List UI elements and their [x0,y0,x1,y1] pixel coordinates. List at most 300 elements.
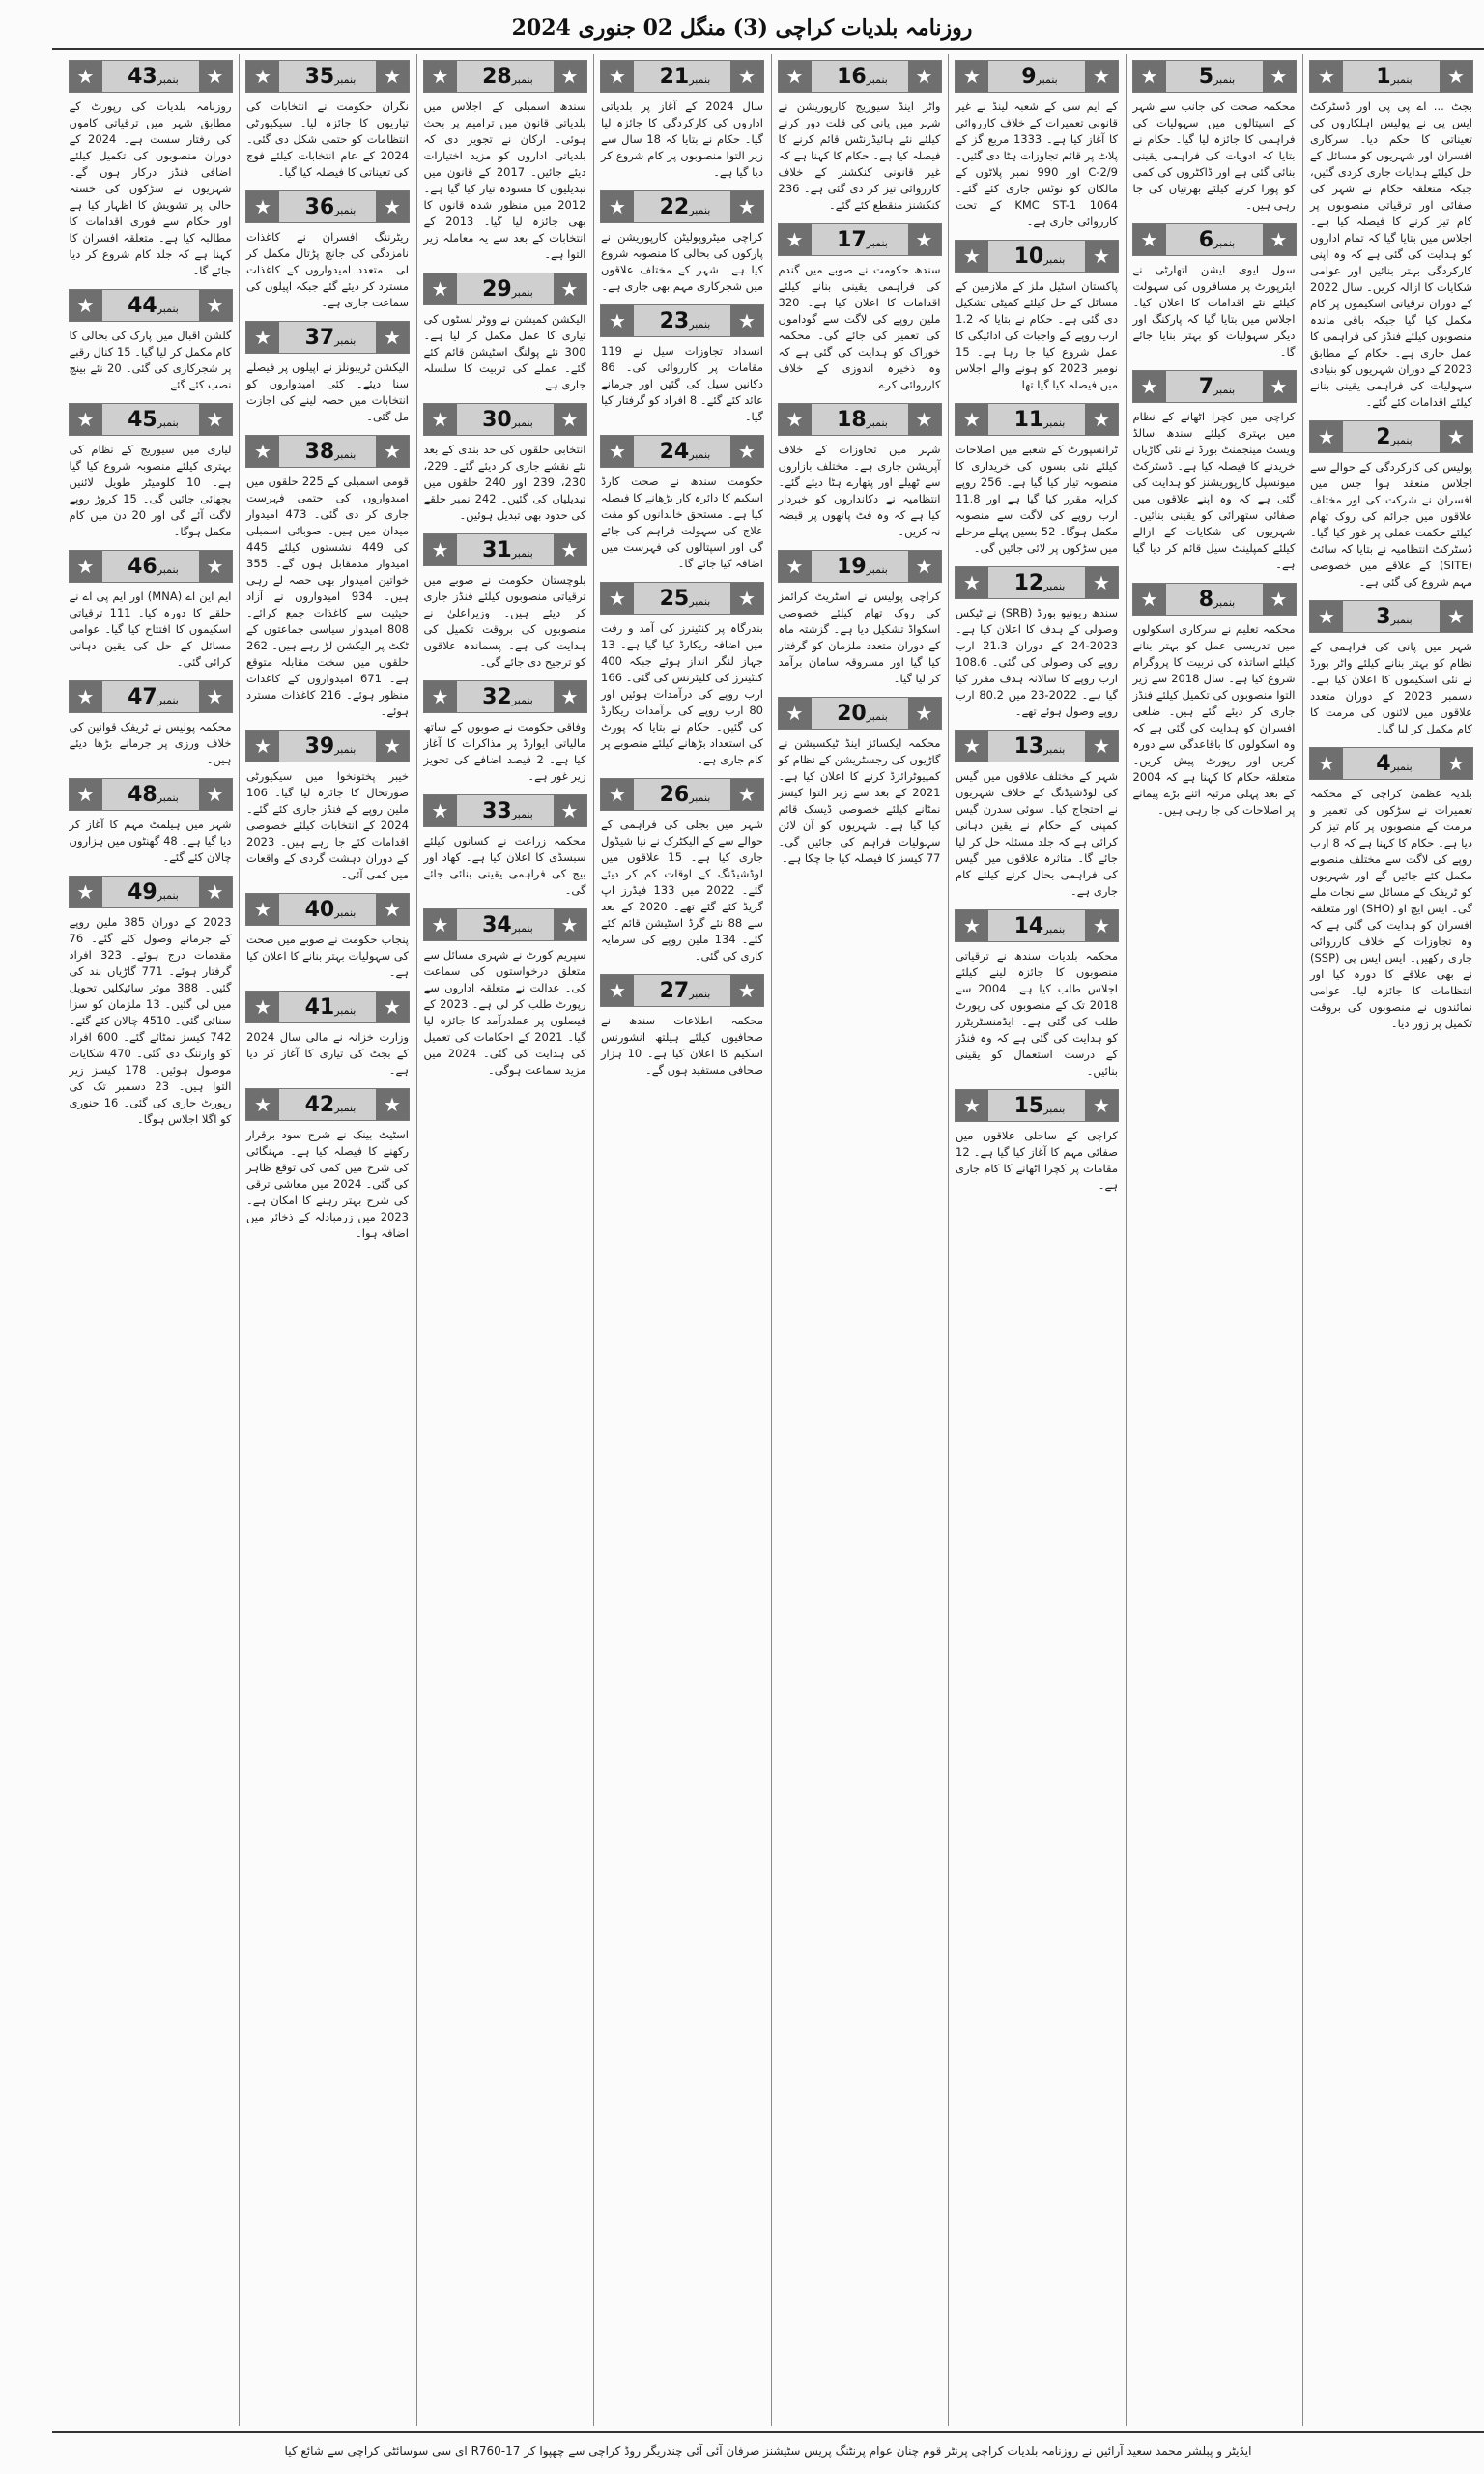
star-icon: ★ [424,404,457,435]
item-heading [69,876,233,908]
star-icon: ★ [70,681,102,712]
news-item [950,60,1124,230]
top-rule [52,48,1484,50]
heading-label [812,702,908,726]
star-icon: ★ [1085,61,1118,92]
item-heading [423,403,587,436]
star-icon: ★ [70,551,102,582]
star-icon: ★ [956,731,988,762]
heading-word: بنمبر [866,236,888,249]
star-icon: ★ [908,551,941,582]
news-item [1304,747,1478,1032]
heading-label [634,440,730,464]
item-heading [69,778,233,811]
star-icon: ★ [246,61,279,92]
heading-label [457,685,554,709]
star-icon: ★ [376,322,409,353]
news-item [418,60,592,263]
heading-word: بنمبر [157,791,179,804]
news-item [418,680,592,785]
item-number: 46 [128,554,157,579]
star-icon: ★ [1085,404,1118,435]
item-body: پاکستان اسٹیل ملز کے ملازمین کے مسائل کے حل کیلئے کمیٹی تشکیل دی گئی ہے۔ حکام نے بتایا کہ 1.2 ارب روپے کے واجبات کی ادائیگی کا عمل شروع کیا جا رہا ہے۔ 15 نومبر 2023 کو ہونے والے اجلاس میں فیصلہ کیا گیا تھا۔ [956,279,1118,391]
item-heading [600,190,764,223]
item-heading [778,697,942,730]
star-icon: ★ [956,1090,988,1121]
star-icon: ★ [730,436,763,467]
item-heading [69,289,233,322]
heading-word: بنمبر [1043,922,1066,935]
item-body: اسٹیٹ بینک نے شرح سود برقرار رکھنے کا فیصلہ کیا ہے۔ مہنگائی کی شرح میں کمی کی توقع ظاہر کی گئی۔ 2024 میں معاشی ترقی کی شرح بہتر رہنے کا امکان ہے۔ 2023 میں زرمبادلہ کے ذخائر میں اضافہ ہوا۔ [246,1128,409,1240]
news-item [773,403,947,540]
heading-label [279,440,376,464]
heading-label [102,65,199,89]
news-item [950,403,1124,557]
star-icon: ★ [199,877,232,907]
heading-label [812,408,908,432]
item-body: وزارت خزانہ نے مالی سال 2024 کے بجٹ کی تیاری کا آغاز کر دیا ہے۔ [246,1030,409,1077]
heading-word: بنمبر [1213,383,1236,396]
news-item [595,974,769,1079]
item-body: محکمہ ایکسائز اینڈ ٹیکسیشن نے گاڑیوں کی رجسٹریشن کے نظام کو کمپیوٹرائزڈ کرنے کا اعلان کیا ہے۔ 2021 کے بعد سے زیر التوا کیسز نمٹانے کیلئے خصوصی ڈیسک قائم کیا گیا ہے۔ شہریوں کو آن لائن سہولیات فراہم کی جائیں گی۔ 77 کیسز کا فیصلہ کیا جا چکا ہے۔ [778,736,941,865]
column-divider [1302,54,1303,2426]
star-icon: ★ [1085,1090,1118,1121]
item-heading [955,909,1119,942]
item-body: خیبر پختونخوا میں سیکیورٹی صورتحال کا جائزہ لیا گیا۔ 106 ملین روپے کے فنڈز جاری کئے گئے۔ 2024 کے انتخابات کیلئے خصوصی اقدامات کئے جا رہے ہیں۔ 2023 کے دوران دہشت گردی کے واقعات میں کمی آئی۔ [246,769,409,881]
item-heading [600,435,764,468]
news-item [950,730,1124,900]
item-number: 27 [659,978,690,1003]
news-item [1127,223,1301,360]
star-icon: ★ [199,551,232,582]
item-number: 48 [128,782,157,807]
star-icon: ★ [1085,731,1118,762]
heading-label [634,65,730,89]
item-number: 4 [1376,751,1391,776]
star-icon: ★ [601,975,634,1006]
item-number: 43 [128,64,157,89]
heading-word: بنمبر [689,594,711,608]
heading-word: بنمبر [1213,595,1236,609]
item-number: 45 [128,407,157,432]
column-divider [416,54,417,2426]
news-item [1304,420,1478,590]
item-body: انسداد تجاوزات سیل نے 119 مقامات پر کارروائی کی۔ 86 دکانیں سیل کی گئیں اور جرمانے عائد کئے گئے۔ 8 افراد کو گرفتار کیا گیا۔ [601,344,763,423]
star-icon: ★ [424,681,457,712]
star-icon: ★ [376,992,409,1022]
news-item [241,190,414,311]
star-icon: ★ [1310,421,1343,452]
heading-label [812,65,908,89]
star-icon: ★ [1440,748,1472,779]
heading-label [988,734,1085,759]
star-icon: ★ [246,731,279,762]
news-item [64,550,238,671]
heading-label [988,914,1085,938]
item-body: محکمہ تعلیم نے سرکاری اسکولوں میں تدریسی عمل کو بہتر بنانے کیلئے اساتذہ کی تربیت کا پروگرام شروع کیا ہے۔ سال 2018 سے زیر التوا منصوبوں کی تکمیل کیلئے فنڈز جاری کر دیئے گئے ہیں۔ ضلعی افسران کو ہدایت کی گئی ہے کہ وہ اسکولوں کا باقاعدگی سے دورہ کریں اور رپورٹ پیش کریں۔ متعلقہ حکام کا کہنا ہے کہ 2004 کے بعد پہلی مرتبہ اتنے بڑے پیمانے پر اصلاحات کی جا رہی ہیں۔ [1132,622,1296,817]
star-icon: ★ [246,992,279,1022]
heading-word: بنمبر [511,546,533,560]
heading-label [1166,588,1263,612]
item-body: 2023 کے دوران 385 ملین روپے کے جرمانے وصول کئے گئے۔ 76 مقدمات درج ہوئے۔ 323 افراد گرفتار ہوئے۔ 771 گاڑیاں بند کی گئیں۔ 388 موٹر سائیکلیں تحویل میں لی گئیں۔ 13 ملزمان کو سزا سنائی گئی۔ 4510 چالان کئے گئے۔ 742 کیسز نمٹائے گئے۔ 600 افراد کو وارننگ دی گئی۔ 470 شکایات موصول ہوئیں۔ 178 کیسز زیر التوا ہیں۔ 23 دسمبر تک کی رپورٹ جاری کی گئی۔ 16 جنوری کو اگلا اجلاس ہوگا۔ [69,915,232,1126]
column-6 [418,54,592,2426]
item-heading [423,908,587,941]
masthead [0,10,1484,46]
heading-label [988,65,1085,89]
star-icon: ★ [956,241,988,272]
star-icon: ★ [70,61,102,92]
item-heading [778,60,942,93]
star-icon: ★ [908,224,941,255]
item-body: محکمہ بلدیات سندھ نے ترقیاتی منصوبوں کا جائزہ لینے کیلئے اجلاس طلب کیا ہے۔ 2004 سے 2018 تک کے منصوبوں کی رپورٹ طلب کی گئی ہے۔ ایڈمنسٹریٹرز کو ہدایت کی گئی ہے کہ وہ فنڈز کے درست استعمال کو یقینی بنائیں۔ [956,949,1118,1078]
news-item [241,435,414,720]
heading-label [279,734,376,759]
item-heading [600,974,764,1007]
heading-word: بنمبر [334,203,357,216]
star-icon: ★ [779,698,812,729]
news-item [595,60,769,181]
item-number: 24 [659,439,690,464]
news-item [773,697,947,867]
heading-word: بنمبر [511,921,533,935]
heading-word: بنمبر [1043,416,1066,429]
item-number: 40 [304,897,335,922]
heading-label [102,408,199,432]
star-icon: ★ [1310,601,1343,632]
item-body: پولیس کی کارکردگی کے حوالے سے اجلاس منعقد ہوا جس میں افسران نے شرکت کی اور مختلف علاقوں میں جرائم کی روک تھام کیلئے حکمت عملی پر غور کیا گیا۔ ڈسٹرکٹ انتظامیہ نے بتایا کہ سائٹ (SITE) کے علاقے میں خصوصی مہم شروع کی گئی ہے۔ [1310,460,1472,589]
star-icon: ★ [554,909,586,940]
heading-word: بنمبر [511,807,533,820]
star-icon: ★ [554,273,586,304]
heading-label [457,65,554,89]
item-body: الیکشن کمیشن نے ووٹر لسٹوں کی تیاری کا عمل مکمل کر لیا ہے۔ 300 نئے پولنگ اسٹیشن قائم کئے گئے۔ عملے کی تربیت کا سلسلہ جاری ہے۔ [423,312,586,391]
star-icon: ★ [1085,241,1118,272]
news-item [241,893,414,981]
star-icon: ★ [554,681,586,712]
heading-label [1343,425,1440,449]
item-body: انتخابی حلقوں کی حد بندی کے بعد نئے نقشے جاری کر دیئے گئے۔ 229، 230، 239 اور 240 حلقوں میں تبدیلیاں کی گئیں۔ 242 نمبر حلقے کی حدود بھی تبدیل ہوئیں۔ [423,443,586,522]
heading-word: بنمبر [157,693,179,706]
star-icon: ★ [956,910,988,941]
star-icon: ★ [601,305,634,336]
column-3 [950,54,1124,2426]
item-body: وفاقی حکومت نے صوبوں کے ساتھ مالیاتی ایوارڈ پر مذاکرات کا آغاز کیا ہے۔ 2 فیصد اضافے کی تجویز زیر غور ہے۔ [423,720,586,783]
item-number: 6 [1198,227,1214,252]
heading-word: بنمبر [1043,252,1066,266]
item-heading [778,550,942,583]
item-number: 30 [482,407,512,432]
item-body: ریٹرننگ افسران نے کاغذات نامزدگی کی جانچ پڑتال مکمل کر لی۔ متعدد امیدواروں کے کاغذات مسترد کر دیئے گئے جبکہ اپیلوں کی سماعت جاری ہے۔ [246,230,409,309]
item-number: 15 [1013,1093,1044,1118]
item-number: 1 [1376,64,1391,89]
item-heading [778,223,942,256]
star-icon: ★ [424,909,457,940]
star-icon: ★ [1310,748,1343,779]
item-heading [955,60,1119,93]
heading-label [279,995,376,1020]
item-number: 37 [304,325,335,350]
star-icon: ★ [1440,61,1472,92]
heading-label [1343,605,1440,629]
item-number: 29 [482,276,512,302]
item-heading [423,273,587,305]
item-heading [423,533,587,566]
heading-label [102,555,199,579]
star-icon: ★ [424,61,457,92]
star-icon: ★ [1440,601,1472,632]
item-body: پنجاب حکومت نے صوبے میں صحت کی سہولیات بہتر بنانے کا اعلان کیا ہے۔ [246,933,409,979]
star-icon: ★ [1263,584,1296,615]
column-7 [241,54,414,2426]
item-heading [778,403,942,436]
news-item [1127,60,1301,214]
item-heading [955,1089,1119,1122]
star-icon: ★ [554,404,586,435]
item-heading [69,680,233,713]
star-icon: ★ [1133,371,1166,402]
masthead-title: روزنامہ بلدیات کراچی (3) منگل 02 جنوری 2024 [511,15,973,41]
item-heading [1309,60,1473,93]
heading-word: بنمبر [1213,236,1236,249]
item-body: کراچی پولیس نے اسٹریٹ کرائمز کی روک تھام کیلئے خصوصی اسکواڈ تشکیل دیا ہے۔ گزشتہ ماہ کے دوران متعدد ملزمان کو گرفتار کیا گیا اور مسروقہ سامان برآمد کر لیا گیا۔ [778,590,941,685]
item-number: 16 [837,64,867,89]
star-icon: ★ [779,404,812,435]
heading-word: بنمبر [157,416,179,429]
item-number: 7 [1198,374,1214,399]
item-body: گلشن اقبال میں پارک کی بحالی کا کام مکمل کر لیا گیا۔ 15 کنال رقبے پر شجرکاری کی گئی۔ 20 نئے بینچ نصب کئے گئے۔ [69,329,232,391]
item-body: شہر میں پانی کی فراہمی کے نظام کو بہتر بنانے کیلئے واٹر بورڈ نے نئی اسکیموں کا اعلان کیا ہے۔ دسمبر 2023 کے دوران متعدد علاقوں میں لائنوں کی مرمت کا کام مکمل کر لیا گیا۔ [1310,640,1472,735]
item-body: محکمہ صحت کی جانب سے شہر کے اسپتالوں میں سہولیات کی فراہمی کا جائزہ لیا گیا۔ حکام نے بتایا کہ ادویات کی فراہمی یقینی بنائی گئی ہے اور ڈاکٹروں کی کمی کو پورا کرنے کیلئے بھرتیاں کی جا رہی ہیں۔ [1132,100,1296,212]
item-body: محکمہ اطلاعات سندھ نے صحافیوں کیلئے ہیلتھ انشورنس اسکیم کا اعلان کیا ہے۔ 10 ہزار صحافی مستفید ہوں گے۔ [601,1014,763,1077]
star-icon: ★ [70,290,102,321]
star-icon: ★ [601,61,634,92]
news-item [64,289,238,393]
news-item [418,794,592,899]
item-body: سپریم کورٹ نے شہری مسائل سے متعلق درخواستوں کی سماعت کی۔ عدالت نے متعلقہ اداروں سے رپورٹ طلب کر لی ہے۔ 2023 کے فیصلوں پر عملدرآمد کا جائزہ لیا گیا۔ 2021 کے احکامات کی تعمیل کی ہدایت کی گئی۔ 2024 میں مزید سماعت ہوگی۔ [423,948,586,1077]
star-icon: ★ [601,191,634,222]
item-heading [600,582,764,615]
item-body: نگران حکومت نے انتخابات کی تیاریوں کا جائزہ لیا۔ سیکیورٹی انتظامات کو حتمی شکل دی گئی۔ 2024 کے عام انتخابات کیلئے فوج کی تعیناتی کا فیصلہ کیا گیا۔ [246,100,409,179]
heading-label [457,277,554,302]
item-number: 34 [482,912,512,937]
column-divider [771,54,772,2426]
star-icon: ★ [730,191,763,222]
item-number: 14 [1013,913,1044,938]
item-number: 13 [1013,734,1044,759]
heading-word: بنمبر [334,1101,357,1114]
star-icon: ★ [1133,584,1166,615]
star-icon: ★ [376,191,409,222]
heading-word: بنمبر [866,72,888,86]
star-icon: ★ [908,404,941,435]
heading-word: بنمبر [866,562,888,576]
heading-label [634,783,730,807]
heading-word: بنمبر [866,416,888,429]
item-heading [1132,370,1297,403]
heading-label [1166,65,1263,89]
star-icon: ★ [1263,224,1296,255]
heading-label [102,880,199,905]
heading-word: بنمبر [1043,579,1066,592]
item-number: 28 [482,64,512,89]
news-item [64,778,238,866]
item-body: بلوچستان حکومت نے صوبے میں ترقیاتی منصوبوں کیلئے فنڈز جاری کر دیئے ہیں۔ وزیراعلیٰ نے منصوبوں کی بروقت تکمیل کی ہدایت کی ہے۔ پسماندہ علاقوں کو ترجیح دی جائے گی۔ [423,573,586,669]
item-heading [1132,60,1297,93]
item-body: شہر میں بجلی کی فراہمی کے حوالے سے کے الیکٹرک نے نیا شیڈول جاری کیا ہے۔ 15 علاقوں میں لوڈشیڈنگ کے اوقات کم کر دیئے گئے۔ 2022 میں 133 فیڈرز اپ گریڈ کئے گئے تھے۔ 2020 کے بعد سے 88 نئے گرڈ اسٹیشن قائم کئے گئے۔ 134 ملین روپے کی سرمایہ کاری کی گئی۔ [601,818,764,963]
heading-word: بنمبر [157,302,179,315]
item-number: 9 [1021,64,1037,89]
item-heading [69,60,233,93]
news-item [950,1089,1124,1194]
item-body: سال 2024 کے آغاز پر بلدیاتی اداروں کی کارکردگی کا جائزہ لیا گیا۔ حکام نے بتایا کہ 18 سال سے زیر التوا منصوبوں پر کام شروع کر دیا گیا ہے۔ [601,100,764,179]
star-icon: ★ [1310,61,1343,92]
star-icon: ★ [779,551,812,582]
star-icon: ★ [1085,910,1118,941]
item-number: 35 [304,64,335,89]
heading-label [1166,228,1263,252]
heading-label [988,245,1085,269]
item-number: 10 [1013,244,1044,269]
star-icon: ★ [376,61,409,92]
item-number: 3 [1376,604,1391,629]
item-body: بجٹ ... اے پی پی اور ڈسٹرکٹ ایس پی نے پولیس اہلکاروں کی تعیناتی کا حکم دیا۔ سرکاری افسران اور شہریوں کو مسائل کے حل کیلئے ہدایات جاری کردی گئیں، جبکہ متعلقہ حکام نے شہر کی صفائی اور ترقیاتی منصوبوں پر کام تیز کرنے کا فیصلہ کیا ہے۔ اجلاس میں بتایا گیا کہ تمام اداروں کو ہدایت کی گئی ہے کہ وہ اپنی کارکردگی بہتر بنائیں اور عوامی شکایات کا ازالہ کریں۔ سال 2022 کے دوران ترقیاتی اسکیموں پر کام مکمل کیا گیا جبکہ باقی ماندہ منصوبوں کیلئے فنڈز کی فراہمی کا عمل جاری ہے۔ حکام کے مطابق 2023 کے دوران شہریوں کو بنیادی سہولیات کی فراہمی یقینی بنانے کیلئے اقدامات کئے گئے۔ [1310,100,1472,409]
heading-label [812,555,908,579]
heading-word: بنمبر [334,333,357,347]
item-number: 11 [1013,407,1044,432]
heading-word: بنمبر [511,285,533,299]
heading-word: بنمبر [1390,72,1413,86]
column-1 [1304,54,1478,2426]
item-number: 18 [837,407,867,432]
item-number: 41 [304,994,335,1020]
item-number: 33 [482,798,512,823]
heading-label [634,195,730,219]
item-body: کراچی میٹروپولیٹن کارپوریشن نے پارکوں کی بحالی کا منصوبہ شروع کیا ہے۔ شہر کے مختلف علاقوں میں شجرکاری مہم بھی جاری ہے۔ [601,230,763,293]
heading-label [457,913,554,937]
news-item [241,1088,414,1242]
item-heading [423,60,587,93]
item-body: کراچی کے ساحلی علاقوں میں صفائی مہم کا آغاز کیا گیا ہے۔ 12 مقامات پر کچرا اٹھانے کا کام جاری ہے۔ [956,1129,1118,1192]
item-body: واٹر اینڈ سیوریج کارپوریشن نے شہر میں پانی کی قلت دور کرنے کیلئے نئے ہائیڈرنٹس قائم کرنے کا فیصلہ کیا ہے۔ حکام کا کہنا ہے کہ غیر قانونی کنکشنز کے خلاف کارروائی تیز کر دی گئی ہے۔ 236 کنکشنز منقطع کئے گئے۔ [778,100,941,212]
star-icon: ★ [601,779,634,810]
news-item [950,240,1124,393]
star-icon: ★ [1133,224,1166,255]
item-number: 38 [304,439,335,464]
item-heading [245,730,410,762]
item-body: کے ایم سی کے شعبہ لینڈ نے غیر قانونی تعمیرات کے خلاف کارروائی کا آغاز کیا ہے۔ 1333 مربع گز کے پلاٹ پر قائم تجاوزات ہٹا دی گئیں۔ C-2/9 اور 990 نمبر پلاٹوں کے مالکان کو نوٹس جاری کئے گئے۔ 1064 KMC ST-1 کے تحت کارروائی جاری ہے۔ [956,100,1119,228]
item-number: 23 [659,308,690,333]
star-icon: ★ [779,61,812,92]
item-heading [955,240,1119,273]
heading-word: بنمبر [866,709,888,723]
item-heading [69,550,233,583]
column-divider [948,54,949,2426]
item-heading [245,893,410,926]
star-icon: ★ [1440,421,1472,452]
heading-label [812,228,908,252]
item-number: 32 [482,684,512,709]
heading-label [1343,65,1440,89]
column-divider [593,54,594,2426]
column-8 [64,54,238,2426]
news-item [1304,60,1478,411]
star-icon: ★ [70,404,102,435]
heading-label [988,571,1085,595]
item-heading [1132,223,1297,256]
star-icon: ★ [376,436,409,467]
heading-word: بنمبر [511,72,533,86]
star-icon: ★ [246,894,279,925]
item-heading [955,730,1119,762]
heading-word: بنمبر [1390,433,1413,446]
item-heading [423,680,587,713]
news-item [418,908,592,1079]
star-icon: ★ [601,583,634,614]
item-number: 26 [659,782,690,807]
item-heading [423,794,587,827]
star-icon: ★ [1133,61,1166,92]
item-number: 22 [659,194,690,219]
heading-word: بنمبر [1043,742,1066,756]
heading-label [634,587,730,611]
star-icon: ★ [199,404,232,435]
heading-label [634,309,730,333]
heading-label [1166,375,1263,399]
item-body: شہر میں تجاوزات کے خلاف آپریشن جاری ہے۔ مختلف بازاروں سے ٹھیلے اور پتھارے ہٹا دیئے گئے۔ انتظامیہ نے دکانداروں کو خبردار کیا ہے کہ وہ فٹ پاتھوں پر قبضہ نہ کریں۔ [778,443,941,538]
star-icon: ★ [376,894,409,925]
item-number: 2 [1376,424,1391,449]
heading-label [279,65,376,89]
news-item [64,403,238,540]
heading-word: بنمبر [334,72,357,86]
star-icon: ★ [424,534,457,565]
heading-word: بنمبر [511,693,533,706]
item-body: لیاری میں سیوریج کے نظام کی بہتری کیلئے منصوبہ شروع کیا گیا ہے۔ 10 کلومیٹر طویل لائنیں بچھائی جائیں گی۔ 15 کروڑ روپے لاگت آئے گی اور 20 دن میں کام مکمل ہوگا۔ [69,443,232,538]
heading-label [279,1093,376,1117]
item-body: محکمہ زراعت نے کسانوں کیلئے سبسڈی کا اعلان کیا ہے۔ کھاد اور بیج کی فراہمی یقینی بنائی جائے گی۔ [423,834,586,897]
news-item [595,435,769,572]
item-heading [1309,420,1473,453]
heading-word: بنمبر [334,742,357,756]
news-item [950,566,1124,720]
star-icon: ★ [376,731,409,762]
star-icon: ★ [554,795,586,826]
star-icon: ★ [1263,371,1296,402]
item-body: روزنامہ بلدیات کی رپورٹ کے مطابق شہر میں ترقیاتی کاموں کی رفتار سست ہے۔ 2024 کے دوران منصوبوں کی تکمیل کیلئے اضافی فنڈز درکار ہوں گے۔ شہریوں نے سڑکوں کی خستہ حالی پر تشویش کا اظہار کیا ہے اور حکام سے فوری اقدامات کا مطالبہ کیا ہے۔ متعلقہ افسران کا کہنا ہے کہ جلد کام شروع کر دیا جائے گا۔ [69,100,232,277]
news-item [1127,370,1301,573]
item-body: سندھ حکومت نے صوبے میں گندم کی فراہمی یقینی بنانے کیلئے اقدامات کا اعلان کیا ہے۔ 320 ملین روپے کی لاگت سے گوداموں کی تعمیر کی جائے گی۔ محکمہ خوراک کو ہدایت کی گئی ہے کہ وہ ذخیرہ اندوزی کے خلاف کارروائی کرے۔ [778,263,941,391]
item-number: 20 [837,701,867,726]
news-item [241,321,414,425]
item-heading [955,566,1119,599]
item-number: 19 [837,554,867,579]
item-body: سندھ ریونیو بورڈ (SRB) نے ٹیکس وصولی کے ہدف کا اعلان کیا ہے۔ 2023-24 کے دوران 21.3 ارب روپے کی وصولی کی گئی۔ 108.6 ارب روپے کا سالانہ ہدف مقرر کیا گیا ہے۔ 2022-23 میں 80.2 ارب روپے وصول ہوئے تھے۔ [956,606,1119,718]
news-item [64,876,238,1128]
heading-word: بنمبر [689,791,711,804]
item-heading [245,435,410,468]
heading-word: بنمبر [157,562,179,576]
star-icon: ★ [730,583,763,614]
news-item [595,190,769,295]
column-4 [773,54,947,2426]
star-icon: ★ [779,224,812,255]
item-heading [245,321,410,354]
star-icon: ★ [199,290,232,321]
heading-label [279,326,376,350]
heading-label [988,408,1085,432]
item-heading [600,304,764,337]
star-icon: ★ [730,779,763,810]
